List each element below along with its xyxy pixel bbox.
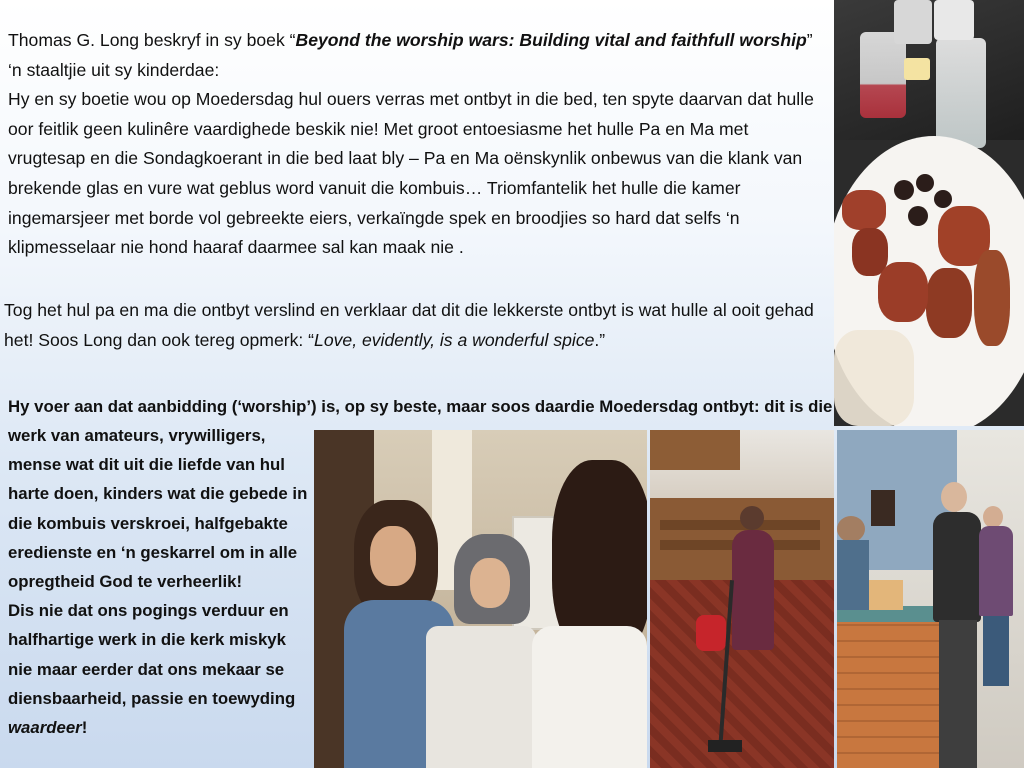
conclusion-tail: .” bbox=[594, 329, 606, 350]
worship-closing: Dis nie dat ons pogings verduur en halfhartige werk in die kerk miskyk nie maar eerder dat ons mekaar se diensbaarheid, passie en toewyding bbox=[8, 601, 296, 708]
worship-paragraph-body bbox=[8, 421, 308, 742]
worship-last-word: waardeer bbox=[8, 718, 82, 738]
teens-photo bbox=[314, 430, 647, 768]
intro-author: Thomas G. Long beskryf in sy boek “ bbox=[8, 30, 296, 50]
worship-paragraph-first-line bbox=[8, 392, 836, 421]
intro-tail: ” ‘n staaltjie uit sy kinderdae: bbox=[8, 30, 813, 80]
worship-end: ! bbox=[81, 718, 88, 738]
kitchen-volunteers-photo bbox=[837, 430, 1024, 768]
story-text: Hy en sy boetie wou op Moedersdag hul ouers verras met ontbyt in die bed, ten spyte daarvan dat hulle oor feitlik geen kulinêre vaardighede beskik nie! Met groot entoesiasme het hulle Pa en Ma met vrugtesap en die Sondagkoerant in die bed laat bly – Pa en Ma oënskynlik onbewus van die klank van brekende glas en vure wat geblus word vanuit die kombuis… Triomfantelik het hulle die kamer ingemarsjeer met borde vol gebreekte eiers, verkaïngde spek en broodjies so hard dat selfs ‘n klipmesselaar nie hond haaraf daarmee sal kan maak nie . bbox=[8, 89, 814, 258]
vacuum-church-photo bbox=[650, 430, 834, 768]
conclusion-paragraph bbox=[4, 296, 830, 355]
intro-paragraph bbox=[8, 26, 828, 263]
breakfast-photo bbox=[834, 0, 1024, 426]
worship-rest: werk van amateurs, vrywilligers, mense wat dit uit die liefde van hul harte doen, kinders wat die gebede in die kombuis verskroei, halfgebakte eredienste en ‘n geskarrel om in alle opregtheid God te verheerlik! bbox=[8, 426, 308, 592]
conclusion-text: Tog het hul pa en ma die ontbyt verslind en verklaar dat dit die lekkerste ontbyt is wat hulle al ooit gehad het! Soos Long dan ook tereg opmerk: “ bbox=[4, 300, 814, 350]
long-quote: Love, evidently, is a wonderful spice bbox=[314, 329, 595, 350]
worship-first-line: Hy voer aan dat aanbidding (‘worship’) is, op sy beste, maar soos daardie Moedersdag ontbyt: dit is die bbox=[8, 397, 833, 416]
book-title: Beyond the worship wars: Building vital and faithfull worship bbox=[295, 30, 807, 50]
